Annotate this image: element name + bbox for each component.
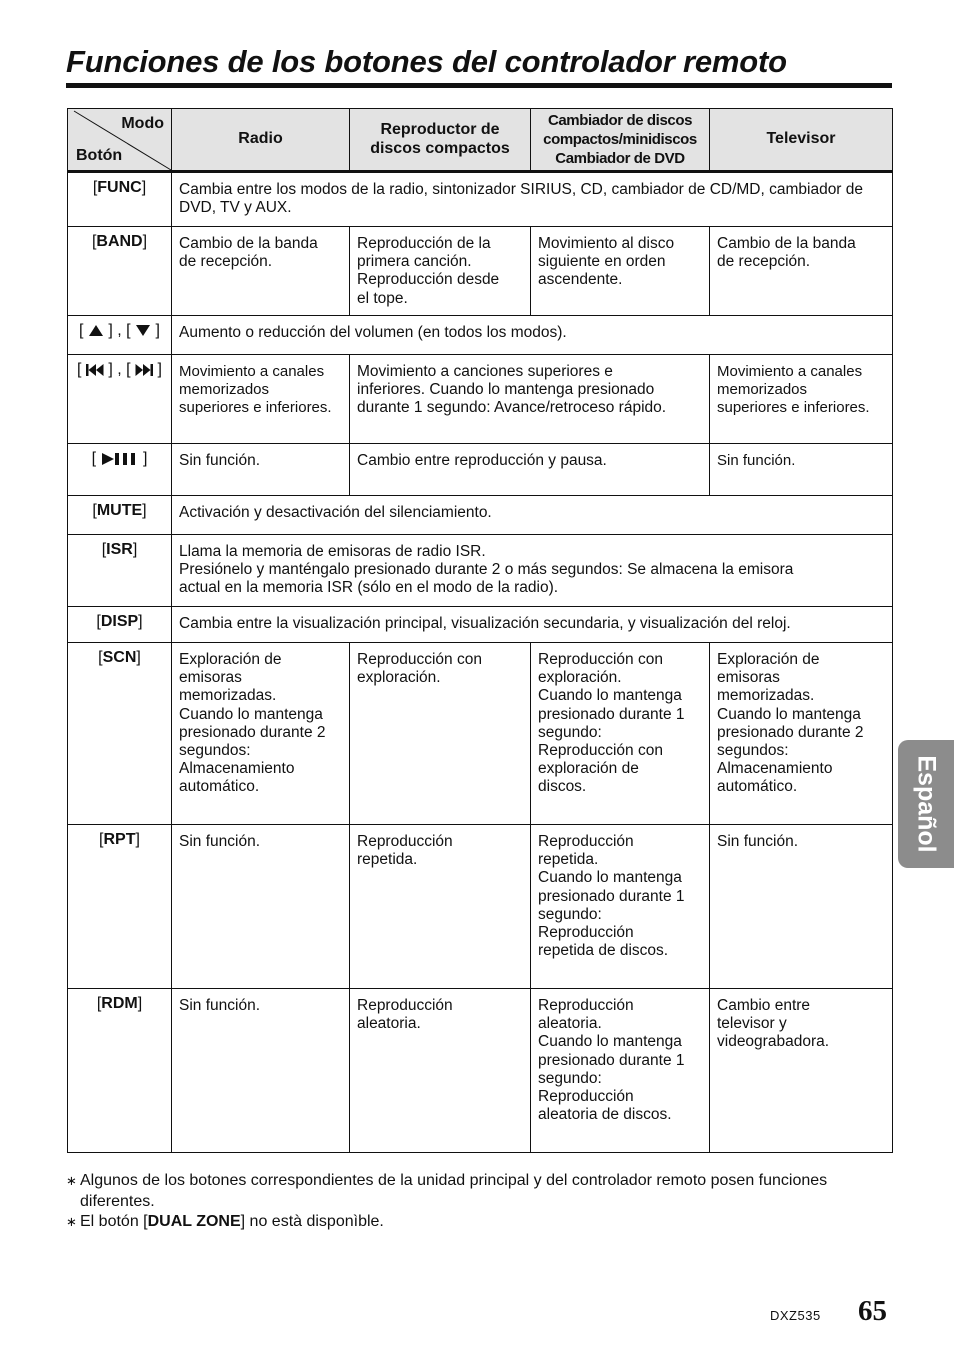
isr-description: Llama la memoria de emisoras de radio ISR. Presiónelo y manténgalo presionado durante 2 o más segundos: Se almacena la emisora actual en la memoria ISR (sólo en el modo de la radio). — [172, 535, 893, 607]
column-header-cd-line2: discos compactos — [370, 139, 510, 157]
button-cell-scn: [SCN] — [68, 643, 172, 825]
button-label: Botón — [76, 146, 123, 164]
language-side-tab-label: Español — [912, 755, 941, 853]
title-rule — [66, 83, 892, 88]
asterisk-icon: ∗ — [66, 1173, 77, 1188]
page-number: 65 — [858, 1295, 887, 1327]
disp-description: Cambia entre la visualización principal, visualización secundaria, y visualización del reloj. — [172, 607, 893, 643]
button-cell-mute: [MUTE] — [68, 496, 172, 535]
play-cd-changer-cell: Cambio entre reproducción y pausa. — [350, 444, 710, 496]
button-cell-isr: [ISR] — [68, 535, 172, 607]
scn-changer-cell: Reproducción con exploración. Cuando lo mantenga presionado durante 1 segundo: Reproducción con exploración de discos. — [531, 643, 710, 825]
table-row-func — [68, 172, 893, 227]
rpt-cd-cell: Reproducción repetida. — [350, 825, 531, 989]
button-cell-func: [FUNC] — [68, 172, 172, 227]
button-cell-volume: [ ] , [ ] — [68, 316, 172, 355]
button-cell-play-pause: [ ] — [68, 444, 172, 496]
table-row-scn — [68, 643, 893, 825]
table-row-skip — [68, 355, 893, 444]
table-row-rdm — [68, 989, 893, 1153]
table-row-play-pause — [68, 444, 893, 496]
play-radio-cell: Sin función. — [172, 444, 350, 496]
band-radio-cell: Cambio de la banda de recepción. — [172, 227, 350, 316]
mute-description: Activación y desactivación del silenciamiento. — [172, 496, 893, 535]
rdm-tv-cell: Cambio entre televisor y videograbadora. — [710, 989, 893, 1153]
page-title: Funciones de los botones del controlador remoto — [66, 44, 787, 79]
table-row-disp — [68, 607, 893, 643]
language-side-tab — [898, 740, 954, 868]
rpt-radio-cell: Sin función. — [172, 825, 350, 989]
rpt-changer-cell: Reproducción repetida. Cuando lo mantenga presionado durante 1 segundo: Reproducción repetida de discos. — [531, 825, 710, 989]
column-header-cd — [350, 109, 531, 172]
table-row-isr — [68, 535, 893, 607]
table-row-volume — [68, 316, 893, 355]
func-description: Cambia entre los modos de la radio, sintonizador SIRIUS, CD, cambiador de CD/MD, cambiador de DVD, TV y AUX. — [172, 172, 893, 227]
table-row-mute — [68, 496, 893, 535]
column-header-tv: Televisor — [710, 109, 893, 172]
skip-forward-icon — [135, 363, 153, 377]
volume-description: Aumento o reducción del volumen (en todos los modos). — [172, 316, 893, 355]
footnote-2: ∗ El botón [DUAL ZONE] no està disponìble. — [66, 1212, 886, 1233]
play-tv-cell: Sin función. — [710, 444, 893, 496]
corner-header-cell — [68, 109, 172, 172]
scn-tv-cell: Exploración de emisoras memorizadas. Cuando lo mantenga presionado durante 2 segundos: Almacenamiento automático. — [710, 643, 893, 825]
footnote-1: ∗ Algunos de los botones correspondientes de la unidad principal y del controlador remoto posen funciones diferentes. — [66, 1172, 828, 1210]
button-cell-rdm: [RDM] — [68, 989, 172, 1153]
model-number: DXZ535 — [770, 1308, 821, 1323]
skip-back-icon — [86, 363, 104, 377]
column-header-changer-line2: compactos/minidiscos — [543, 131, 697, 148]
mode-label: Modo — [121, 115, 164, 132]
button-functions-table — [67, 108, 893, 1153]
asterisk-icon: ∗ — [66, 1214, 77, 1229]
down-triangle-icon — [135, 324, 151, 337]
skip-cd-changer-cell: Movimiento a canciones superiores e inferiores. Cuando lo mantenga presionado durante 1 segundo: Avance/retroceso rápido. — [350, 355, 710, 444]
band-changer-cell: Movimiento al disco siguiente en orden ascendente. — [531, 227, 710, 316]
button-cell-band: [BAND] — [68, 227, 172, 316]
button-cell-rpt: [RPT] — [68, 825, 172, 989]
column-header-changer-line1: Cambiador de discos — [547, 112, 693, 129]
footnotes — [66, 1171, 886, 1233]
table-row-band — [68, 227, 893, 316]
column-header-radio: Radio — [172, 109, 350, 172]
skip-tv-cell: Movimiento a canales memorizados superiores e inferiores. — [710, 355, 893, 444]
scn-radio-cell: Exploración de emisoras memorizadas. Cuando lo mantenga presionado durante 2 segundos: Almacenamiento automático. — [172, 643, 350, 825]
play-pause-icon — [101, 452, 139, 466]
column-header-changer-line3: Cambiador de DVD — [555, 150, 685, 167]
scn-cd-cell: Reproducción con exploración. — [350, 643, 531, 825]
rdm-cd-cell: Reproducción aleatoria. — [350, 989, 531, 1153]
button-cell-disp: [DISP] — [68, 607, 172, 643]
up-triangle-icon — [88, 324, 104, 337]
skip-radio-cell: Movimiento a canales memorizados superiores e inferiores. — [172, 355, 350, 444]
table-row-rpt — [68, 825, 893, 989]
rdm-changer-cell: Reproducción aleatoria. Cuando lo mantenga presionado durante 1 segundo: Reproducción aleatoria de discos. — [531, 989, 710, 1153]
band-cd-cell: Reproducción de la primera canción. Reproducción desde el tope. — [350, 227, 531, 316]
rdm-radio-cell: Sin función. — [172, 989, 350, 1153]
rpt-tv-cell: Sin función. — [710, 825, 893, 989]
column-header-cd-line1: Reproductor de — [380, 121, 500, 139]
button-cell-skip: [ ] , [ ] — [68, 355, 172, 444]
table-header-row — [68, 109, 893, 172]
band-tv-cell: Cambio de la banda de recepción. — [710, 227, 893, 316]
column-header-changer — [531, 109, 710, 172]
